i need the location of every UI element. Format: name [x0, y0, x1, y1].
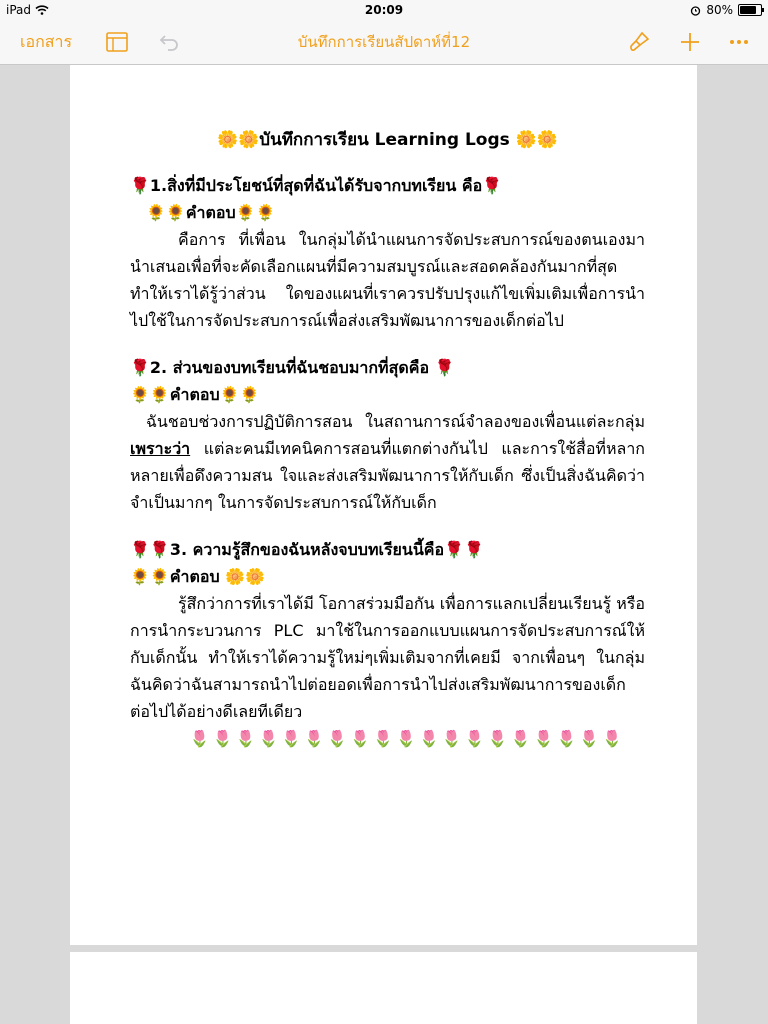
next-page[interactable] — [70, 952, 697, 1024]
document-title[interactable]: บันทึกการเรียนสัปดาห์ที่12 — [297, 33, 471, 51]
battery-icon — [738, 4, 762, 16]
status-bar — [0, 0, 768, 20]
device-name: iPad — [6, 3, 32, 17]
answer-2-text-end: แต่ละคนมีเทคนิคการสอนที่แตกต่างกันไป และการใช้สื่อที่หลากหลายเพื่อดึงความสน ใจและส่งเสริมพัฒนาการให้กับเด็ก ซึ่งเป็นสิ่งฉันคิดว่าจำเป็นมากๆ ในการจัดประสบการณ์ให้กับเด็ก — [130, 439, 645, 512]
undo-button[interactable] — [154, 20, 184, 64]
more-icon — [729, 39, 749, 45]
question-3: 🌹🌹3. ความรู้สึกของฉันหลังจบบทเรียนนี้คือ🌹🌹 — [130, 540, 484, 559]
answer-3-text: รู้สึกว่าการที่เราได้มี โอกาสร่วมมือกัน เพื่อการแลกเปลี่ยนเรียนรู้ หรือการนำกระบวนการ PLC มาใช้ในการออกแบบแผนการจัดประสบการณ์ให้กับเด็กนั้น ทำให้เราได้ความรู้ใหม่ๆเพิ่มเติมจากที่เคยมี จากเพื่อนๆ ในกลุ่ม ฉันคิดว่าฉันสามารถนำไปต่อยอดเพื่อการนำไปส่งเสริมพัฒนาการของเด็กต่อไปได้อย่างดีเลยทีเดียว — [130, 594, 645, 721]
answer-2-text-start: ฉันชอบช่วงการปฏิบัติการสอน ในสถานการณ์จำลองของเพื่อนแต่ละกลุ่ม — [146, 412, 645, 431]
battery-percent: 80% — [706, 3, 733, 17]
question-1: 🌹1.สิ่งที่มีประโยชน์ที่สุดที่ฉันได้รับจากบทเรียน คือ🌹 — [130, 176, 503, 195]
insert-button[interactable] — [675, 20, 705, 64]
paintbrush-icon — [628, 31, 650, 53]
answer-1-label: 🌻🌻คำตอบ🌻🌻 — [146, 203, 276, 222]
documents-button[interactable]: เอกสาร — [20, 31, 73, 51]
answer-3-label: 🌻🌻คำตอบ 🌼🌼 — [130, 567, 266, 586]
toolbar — [0, 20, 768, 65]
answer-2-emphasis: เพราะว่า — [130, 439, 191, 458]
document-page[interactable] — [70, 65, 697, 945]
undo-icon — [158, 33, 180, 51]
sidebar-view-button[interactable] — [102, 20, 132, 64]
more-button[interactable] — [724, 20, 754, 64]
plus-icon — [680, 32, 700, 52]
answer-2-label: 🌻🌻คำตอบ🌻🌻 — [130, 385, 260, 404]
doc-title: 🌼🌼บันทึกการเรียน Learning Logs 🌼🌼 — [216, 130, 559, 150]
alarm-icon — [690, 5, 701, 16]
answer-2-text — [130, 408, 645, 516]
answer-1-text: คือการ ที่เพื่อน ในกลุ่มได้นำแผนการจัดประสบการณ์ของตนเองมานำเสนอเพื่อที่จะคัดเลือกแผนที่มีความสมบูรณ์และสอดคล้องกันมากที่สุด ทำให้เราได้รู้ว่าส่วน ใดของแผนที่เราควรปรับปรุงแก้ไขเพิ่มเติมเพื่อการนำไปใช้ในการจัดประสบการณ์เพื่อส่งเสริมพัฒนาการของเด็กต่อไป — [130, 230, 645, 330]
status-time: 20:09 — [364, 3, 404, 17]
format-button[interactable] — [624, 20, 654, 64]
sidebar-icon — [106, 32, 128, 52]
document-body[interactable] — [130, 127, 645, 752]
battery-fill — [740, 6, 756, 14]
question-2: 🌹2. ส่วนของบทเรียนที่ฉันชอบมากที่สุดคือ 🌹 — [130, 358, 455, 377]
status-right — [690, 3, 762, 17]
tulip-divider: 🌷🌷🌷🌷🌷🌷🌷🌷🌷🌷🌷🌷🌷🌷🌷🌷🌷🌷🌷 — [189, 729, 626, 748]
